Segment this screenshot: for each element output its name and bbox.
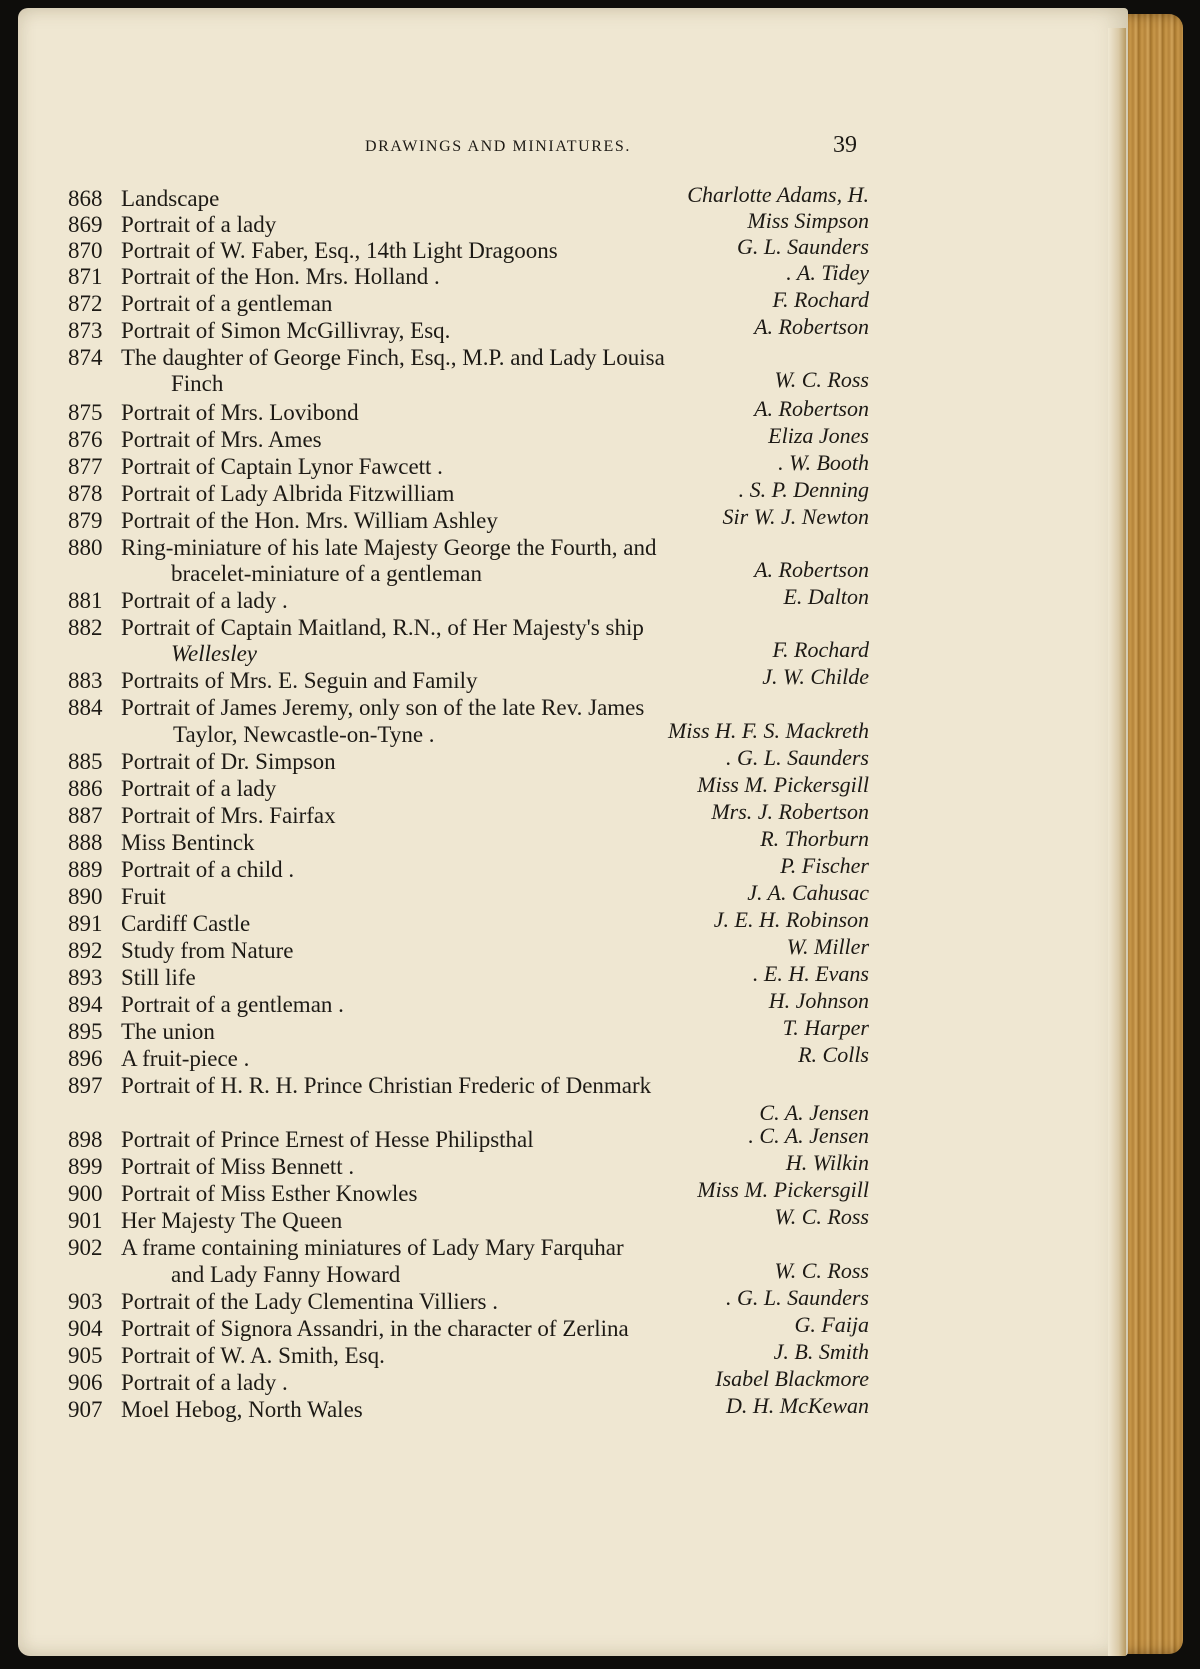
entry-number: 868 [68,186,103,211]
entry-868-artist-line [18,182,1128,210]
entry-title-continued: Wellesley [171,641,258,666]
entry-882-artist-line [18,637,1128,665]
entry-876-artist-line [18,423,1128,451]
entry-artist: W. C. Ross [774,1204,869,1229]
entry-title: Moel Hebog, North Wales [121,1397,363,1422]
entry-artist: H. Johnson [768,988,869,1013]
entry-title: Ring-miniature of his late Majesty George the Fourth, and [121,535,657,560]
entry-874-artist-line [18,367,1128,395]
entry-number: 901 [68,1208,103,1233]
entry-title: Portrait of a gentleman . [121,992,344,1017]
entry-artist: . G. L. Saunders [725,745,869,770]
entry-artist: D. H. McKewan [726,1393,869,1418]
entry-904-artist-line [18,1312,1128,1340]
entry-title-continued: and Lady Fanny Howard [171,1262,401,1287]
entry-title: Portrait of James Jeremy, only son of the late Rev. James [121,695,645,720]
entry-title: Portrait of Lady Albrida Fitzwilliam [121,481,455,506]
entry-title: Portrait of a lady . [121,1370,288,1395]
entry-number: 888 [68,830,103,855]
entry-number: 895 [68,1019,103,1044]
entry-869-artist-line [18,208,1128,236]
entry-title: Portrait of Miss Esther Knowles [121,1181,418,1206]
entry-artist: Miss M. Pickersgill [697,1177,869,1202]
entry-number: 898 [68,1127,103,1152]
page-number: 39 [833,132,857,158]
entry-artist: P. Fischer [780,853,869,878]
entry-artist: . W. Booth [778,450,869,475]
entry-title: Portrait of a child . [121,857,295,882]
entry-number: 891 [68,911,103,936]
entry-title-continued: Finch [171,371,224,396]
entry-number: 872 [68,291,103,316]
entry-artist: W. Miller [786,934,869,959]
entry-883-artist-line [18,664,1128,692]
entry-number: 877 [68,454,103,479]
entry-artist: W. C. Ross [774,367,869,392]
entry-number: 883 [68,668,103,693]
entry-885-artist-line [18,745,1128,773]
entry-897 [18,1073,1128,1101]
entry-title: Portrait of W. A. Smith, Esq. [121,1343,385,1368]
entry-number: 873 [68,318,103,343]
entry-899-artist-line [18,1150,1128,1178]
entry-number: 885 [68,749,103,774]
entry-title: Fruit [121,884,166,909]
entry-title-continued: Taylor, Newcastle-on-Tyne . [173,722,435,747]
entry-903-artist-line [18,1285,1128,1313]
entry-title: Her Majesty The Queen [121,1208,343,1233]
entry-title: Portrait of a lady [121,212,277,237]
book-page [18,8,1128,1656]
entry-title: The union [121,1019,215,1044]
entry-number: 905 [68,1343,103,1368]
entry-number: 869 [68,212,103,237]
entry-number: 886 [68,776,103,801]
entry-number: 894 [68,992,103,1017]
entry-number: 899 [68,1154,103,1179]
entry-artist: A. Robertson [754,396,869,421]
entry-905-artist-line [18,1339,1128,1367]
entry-889-artist-line [18,853,1128,881]
entry-title: Portraits of Mrs. E. Seguin and Family [121,668,478,693]
entry-number: 882 [68,615,103,640]
entry-title: A frame containing miniatures of Lady Mary Farquhar [121,1235,624,1260]
entry-title: Portrait of Miss Bennett . [121,1154,355,1179]
entry-893-artist-line [18,961,1128,989]
entry-877-artist-line [18,450,1128,478]
entry-artist: . G. L. Saunders [725,1285,869,1310]
entry-artist: Miss Simpson [747,208,869,233]
entry-number: 897 [68,1073,103,1098]
entry-896-artist-line [18,1042,1128,1070]
entry-900-artist-line [18,1177,1128,1205]
entry-873-artist-line [18,314,1128,342]
entry-number: 893 [68,965,103,990]
entry-artist: Miss H. F. S. Mackreth [667,718,869,743]
entry-907-artist-line [18,1393,1128,1421]
entry-title: Portrait of a gentleman [121,291,333,316]
entry-871-artist-line [18,260,1128,288]
entry-894-artist-line [18,988,1128,1016]
entry-artist: . C. A. Jensen [748,1123,869,1148]
entry-artist: A. Robertson [754,314,869,339]
entry-title: Portrait of Dr. Simpson [121,749,336,774]
entry-artist: . E. H. Evans [752,961,869,986]
entry-title: Portrait of the Lady Clementina Villiers . [121,1289,498,1314]
entry-artist: G. L. Saunders [736,234,869,259]
entry-number: 876 [68,427,103,452]
entry-title: Portrait of H. R. H. Prince Christian Frederic of Denmark [121,1073,652,1098]
entry-number: 904 [68,1316,103,1341]
entry-number: 884 [68,695,103,720]
entry-artist: Mrs. J. Robertson [711,799,869,824]
entry-878-artist-line [18,477,1128,505]
running-head: DRAWINGS AND MINIATURES. [364,138,631,155]
entry-artist: R. Thorburn [760,826,869,851]
entry-artist: H. Wilkin [785,1150,869,1175]
entry-number: 879 [68,508,103,533]
entry-886-artist-line [18,772,1128,800]
entry-number: 902 [68,1235,103,1260]
entry-title: Study from Nature [121,938,294,963]
entry-number: 892 [68,938,103,963]
entry-title: The daughter of George Finch, Esq., M.P. and Lady Louisa [121,345,665,370]
entry-title: Portrait of W. Faber, Esq., 14th Light Dragoons [121,238,558,263]
entry-title: Portrait of Mrs. Ames [121,427,322,452]
entry-title: Portrait of the Hon. Mrs. William Ashley [121,508,498,533]
entry-title: Portrait of a lady . [121,588,288,613]
entry-artist: J. A. Cahusac [747,880,869,905]
entry-title-continued: bracelet-miniature of a gentleman [171,561,482,586]
entry-number: 907 [68,1397,103,1422]
entry-number: 890 [68,884,103,909]
entry-892-artist-line [18,934,1128,962]
entry-898-artist-line [18,1123,1128,1151]
entry-884-artist-line [18,718,1128,746]
entry-artist: . A. Tidey [786,260,869,285]
entry-891-artist-line [18,907,1128,935]
entry-number: 871 [68,264,103,289]
entry-artist: J. W. Childe [762,664,869,689]
entry-title: Cardiff Castle [121,911,251,936]
entry-number: 900 [68,1181,103,1206]
entry-title: A fruit-piece . [121,1046,250,1071]
entry-title: Landscape [121,186,220,211]
entry-artist: R. Colls [798,1042,869,1067]
entry-number: 870 [68,238,103,263]
entry-title: Portrait of Mrs. Lovibond [121,400,359,425]
entry-902-artist-line [18,1258,1128,1286]
entry-artist: A. Robertson [754,557,869,582]
entry-number: 896 [68,1046,103,1071]
entry-901-artist-line [18,1204,1128,1232]
entry-870-artist-line [18,234,1128,262]
entry-879-artist-line [18,504,1128,532]
entry-title: Portrait of Prince Ernest of Hesse Philipsthal [121,1127,534,1152]
entry-title: Miss Bentinck [121,830,255,855]
entry-880-artist-line [18,557,1128,585]
entry-number: 878 [68,481,103,506]
entry-title: Portrait of the Hon. Mrs. Holland . [121,264,440,289]
entry-number: 903 [68,1289,103,1314]
entry-artist: C. A. Jensen [759,1100,869,1125]
entry-artist: J. E. H. Robinson [713,907,869,932]
entry-artist: Sir W. J. Newton [722,504,869,529]
entry-artist: W. C. Ross [774,1258,869,1283]
entry-888-artist-line [18,826,1128,854]
entry-875-artist-line [18,396,1128,424]
entry-872-artist-line [18,287,1128,315]
entry-number: 875 [68,400,103,425]
entry-artist: F. Rochard [772,637,869,662]
entry-title: Portrait of Simon McGillivray, Esq. [121,318,451,343]
entry-artist: F. Rochard [772,287,869,312]
entry-title: Portrait of a lady [121,776,277,801]
entry-906-artist-line [18,1366,1128,1394]
entry-artist: Isabel Blackmore [715,1366,869,1391]
catalogue-entries [18,8,1128,1656]
entry-number: 887 [68,803,103,828]
entry-title: Still life [121,965,196,990]
entry-artist: Eliza Jones [768,423,869,448]
entry-number: 889 [68,857,103,882]
entry-number: 874 [68,345,103,370]
entry-number: 880 [68,535,103,560]
entry-890-artist-line [18,880,1128,908]
entry-title: Portrait of Mrs. Fairfax [121,803,336,828]
entry-artist: J. B. Smith [773,1339,869,1364]
entry-895-artist-line [18,1015,1128,1043]
entry-artist: Charlotte Adams, H. [687,182,869,207]
entry-title: Portrait of Captain Maitland, R.N., of Her Majesty's ship [121,615,644,640]
entry-number: 906 [68,1370,103,1395]
entry-881-artist-line [18,584,1128,612]
entry-title: Portrait of Signora Assandri, in the character of Zerlina [121,1316,629,1341]
entry-artist: T. Harper [782,1015,869,1040]
entry-artist: E. Dalton [783,584,869,609]
entry-artist: G. Faija [794,1312,869,1337]
entry-artist: . S. P. Denning [738,477,869,502]
entry-title: Portrait of Captain Lynor Fawcett . [121,454,443,479]
entry-artist: Miss M. Pickersgill [697,772,869,797]
entry-887-artist-line [18,799,1128,827]
entry-number: 881 [68,588,103,613]
